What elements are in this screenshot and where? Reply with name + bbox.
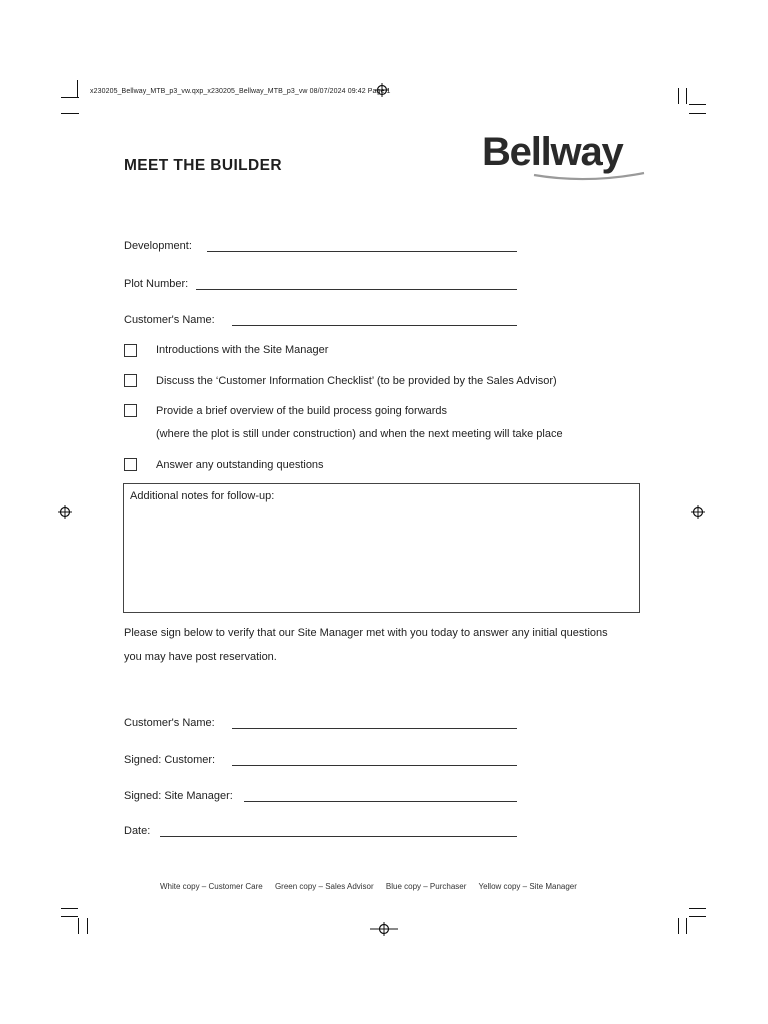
signed-customer-label: Signed: Customer: (124, 754, 216, 766)
checkbox-introductions[interactable] (124, 344, 137, 357)
crop-mark (61, 908, 78, 909)
registration-mark-icon (370, 922, 398, 936)
development-label: Development: (124, 240, 192, 252)
crop-mark (686, 88, 687, 104)
customer-name-label: Customer's Name: (124, 314, 215, 326)
crop-mark (61, 113, 79, 114)
signed-site-manager-label: Signed: Site Manager: (124, 790, 233, 802)
customer-name-field[interactable] (232, 325, 517, 326)
plot-number-field[interactable] (196, 289, 517, 290)
logo-text: Bellway (482, 130, 623, 174)
registration-mark-icon (691, 505, 705, 519)
checkbox-discuss-checklist[interactable] (124, 374, 137, 387)
footer-item: Blue copy – Purchaser (385, 882, 467, 891)
crop-mark (77, 80, 78, 98)
crop-mark (61, 97, 79, 98)
customer-name-label: Customer's Name: (124, 717, 215, 729)
footer-item: White copy – Customer Care (160, 882, 263, 891)
date-field[interactable] (160, 836, 517, 837)
plot-number-label: Plot Number: (124, 278, 189, 290)
crop-mark (87, 918, 88, 934)
copy-distribution-footer (160, 882, 587, 891)
page-title: MEET THE BUILDER (124, 157, 282, 174)
logo-swoosh-icon (532, 170, 647, 182)
crop-mark (689, 916, 706, 917)
customer-name-signature-field[interactable] (232, 728, 517, 729)
signed-site-manager-field[interactable] (244, 801, 517, 802)
checklist-item-label: Discuss the ‘Customer Information Checklist’ (to be provided by the Sales Advisor) (156, 375, 557, 387)
verify-text-line2: you may have post reservation. (124, 651, 277, 663)
development-field[interactable] (207, 251, 517, 252)
footer-item: Yellow copy – Site Manager (478, 882, 577, 891)
crop-mark (61, 916, 78, 917)
notes-box[interactable] (123, 483, 640, 613)
checkbox-outstanding-questions[interactable] (124, 458, 137, 471)
checkbox-build-overview[interactable] (124, 404, 137, 417)
checklist-item-label-continued: (where the plot is still under construction) and when the next meeting will take place (156, 428, 563, 440)
verify-text-line1: Please sign below to verify that our Site Manager met with you today to answer any initial questions (124, 627, 608, 639)
registration-mark-icon (58, 505, 72, 519)
crop-mark (678, 918, 679, 934)
checklist-item-label: Answer any outstanding questions (156, 459, 324, 471)
crop-mark (689, 113, 706, 114)
checklist-item-label: Provide a brief overview of the build process going forwards (156, 405, 448, 417)
signed-customer-field[interactable] (232, 765, 517, 766)
crop-mark (689, 104, 706, 105)
print-header: x230205_Bellway_MTB_p3_vw.qxp_x230205_Bellway_MTB_p3_vw 08/07/2024 09:42 Page 1 (90, 88, 391, 95)
crop-mark (686, 918, 687, 934)
checklist-item-label: Introductions with the Site Manager (156, 344, 329, 356)
date-label: Date: (124, 825, 151, 837)
crop-mark (678, 88, 679, 104)
crop-mark (689, 908, 706, 909)
bellway-logo (482, 132, 647, 184)
notes-label: Additional notes for follow-up: (130, 490, 275, 502)
footer-item: Green copy – Sales Advisor (274, 882, 374, 891)
crop-mark (78, 918, 79, 934)
